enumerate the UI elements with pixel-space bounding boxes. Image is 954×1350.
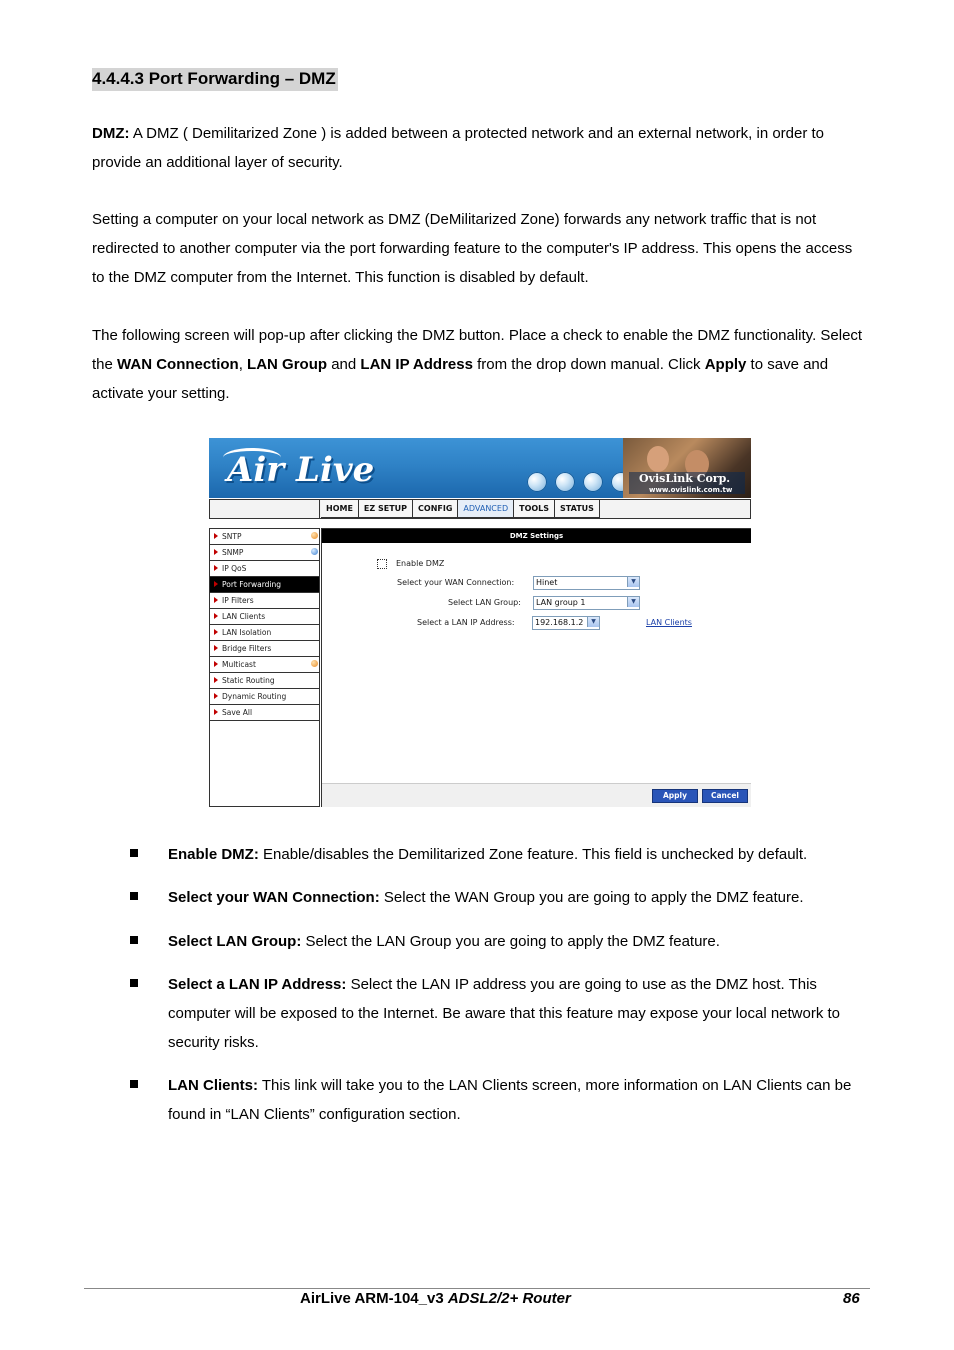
sidebar-item-label: LAN Isolation	[222, 628, 272, 637]
instr-apply: Apply	[704, 356, 747, 373]
sidebar-item-label: IP Filters	[222, 596, 254, 605]
sidebar-item-snmp[interactable]	[210, 545, 319, 561]
sidebar-item-label: IP QoS	[222, 564, 247, 573]
router-screenshot	[209, 438, 751, 807]
sidebar-item-ip-qos[interactable]	[210, 561, 319, 577]
sidebar-menu	[209, 528, 320, 807]
sidebar-item-dynamic-routing[interactable]	[210, 689, 319, 705]
chevron-down-icon: ▼	[627, 577, 639, 587]
instr-wan-connection: WAN Connection	[117, 356, 239, 373]
sidebar-item-lan-clients[interactable]	[210, 609, 319, 625]
bullet-square-icon	[130, 936, 138, 944]
person-photo	[647, 446, 669, 472]
instr-text: from the drop down manual. Click	[472, 356, 705, 373]
lan-group-select[interactable]	[533, 596, 640, 610]
lan-ip-select[interactable]	[532, 616, 600, 630]
tab-config[interactable]: CONFIG	[413, 500, 458, 518]
enable-dmz-checkbox[interactable]	[377, 559, 387, 569]
tab-tools[interactable]: TOOLS	[514, 500, 555, 518]
globe-icon	[583, 472, 603, 492]
arrow-right-icon	[214, 581, 218, 587]
footer-product-type: ADSL2/2+ Router	[447, 1290, 571, 1307]
dmz-term: DMZ:	[92, 125, 130, 142]
lan-clients-link[interactable]: LAN Clients	[646, 618, 692, 627]
banner-photo	[623, 438, 751, 498]
footer-divider	[84, 1288, 870, 1289]
bullet-term: LAN Clients:	[168, 1077, 258, 1094]
sidebar-item-sntp[interactable]	[210, 528, 319, 545]
bullet-text: Select the WAN Group you are going to apply the DMZ feature.	[379, 889, 804, 906]
sidebar-item-label: Multicast	[222, 660, 256, 669]
sidebar-item-ip-filters[interactable]	[210, 593, 319, 609]
cancel-button[interactable]: Cancel	[702, 789, 748, 803]
sidebar-item-label: Port Forwarding	[222, 580, 282, 589]
sidebar-item-multicast[interactable]	[210, 657, 319, 673]
arrow-right-icon	[214, 549, 218, 555]
bullet-text: Select the LAN IP address you are going to use as the DMZ host. This computer will be exposed to the Internet. Be aware that this feature may expose your local network to security risks.	[168, 976, 841, 1051]
footer-product	[300, 1290, 571, 1307]
tab-status[interactable]: STATUS	[555, 500, 600, 518]
sidebar-item-label: Bridge Filters	[222, 644, 272, 653]
wan-connection-label: Select your WAN Connection:	[397, 578, 515, 587]
instr-lan-group: LAN Group	[247, 356, 328, 373]
arrow-right-icon	[214, 597, 218, 603]
sidebar-item-label: SNTP	[222, 532, 242, 541]
status-dot-icon	[311, 532, 318, 539]
sidebar-item-lan-isolation[interactable]	[210, 625, 319, 641]
bullet-text: Select the LAN Group you are going to apply the DMZ feature.	[301, 933, 720, 950]
arrow-right-icon	[214, 677, 218, 683]
list-item-text	[168, 1071, 868, 1129]
instr-text: The following screen will pop-up after clicking the DMZ button. Place a check to enable the DMZ functionality. Select the	[92, 327, 863, 373]
arrow-right-icon	[214, 661, 218, 667]
status-dot-icon	[311, 660, 318, 667]
wan-connection-value: Hinet	[536, 578, 558, 587]
nav-items	[321, 500, 600, 518]
bullet-term: Select a LAN IP Address:	[168, 976, 347, 993]
bullet-term: Select your WAN Connection:	[168, 889, 380, 906]
list-item-text	[168, 840, 868, 869]
nav-spacer	[210, 500, 320, 518]
footer-product-name: AirLive ARM-104_v3	[300, 1290, 448, 1307]
sidebar-item-static-routing[interactable]	[210, 673, 319, 689]
arrow-right-icon	[214, 693, 218, 699]
lan-ip-label: Select a LAN IP Address:	[417, 618, 515, 627]
apply-button[interactable]: Apply	[652, 789, 698, 803]
tab-advanced[interactable]: ADVANCED	[458, 500, 514, 518]
bullet-square-icon	[130, 979, 138, 987]
sidebar-item-label: SNMP	[222, 548, 244, 557]
airlive-logo: Air Live	[227, 450, 375, 490]
bullet-square-icon	[130, 1080, 138, 1088]
sidebar-item-save-all[interactable]	[210, 705, 319, 721]
panel-title: DMZ Settings	[322, 529, 751, 543]
section-title: 4.4.4.3 Port Forwarding – DMZ	[92, 68, 338, 91]
globe-icon	[555, 472, 575, 492]
dmz-explanation: Setting a computer on your local network as DMZ (DeMilitarized Zone) forwards any network traffic that is not redirected to another computer via the port forwarding feature to the computer's IP address. This opens the access to the DMZ computer from the Internet. This function is disabled by default.	[92, 211, 853, 286]
bullet-text: Enable/disables the Demilitarized Zone feature. This field is unchecked by default.	[258, 846, 808, 863]
arrow-right-icon	[214, 709, 218, 715]
bullet-square-icon	[130, 849, 138, 857]
list-item-text	[168, 970, 868, 1057]
bullet-term: Enable DMZ:	[168, 846, 259, 863]
instr-text: to save and activate your setting.	[92, 356, 829, 402]
sidebar-item-label: Save All	[222, 708, 253, 717]
bullet-text: This link will take you to the LAN Clients screen, more information on LAN Clients can be found in “LAN Clients” configuration section.	[168, 1077, 852, 1123]
chevron-down-icon: ▼	[587, 617, 599, 627]
sidebar-item-label: Dynamic Routing	[222, 692, 287, 701]
arrow-right-icon	[214, 565, 218, 571]
dmz-definition	[92, 119, 864, 177]
globe-icons	[527, 472, 631, 492]
enable-dmz-label: Enable DMZ	[396, 559, 445, 568]
status-dot-icon	[311, 548, 318, 555]
chevron-down-icon: ▼	[627, 597, 639, 607]
sidebar-item-label: Static Routing	[222, 676, 275, 685]
tab-home[interactable]: HOME	[321, 500, 359, 518]
dmz-settings-panel	[321, 528, 751, 807]
vendor-name: OvisLink Corp.	[639, 472, 731, 485]
instr-text: and	[327, 356, 361, 373]
sidebar-item-bridge-filters[interactable]	[210, 641, 319, 657]
wan-connection-select[interactable]	[533, 576, 640, 590]
globe-icon	[527, 472, 547, 492]
list-item-text	[168, 927, 868, 956]
sidebar-item-port-forwarding[interactable]	[210, 577, 319, 593]
top-nav	[209, 499, 751, 519]
arrow-right-icon	[214, 645, 218, 651]
lan-group-label: Select LAN Group:	[448, 598, 521, 607]
instr-lan-ip: LAN IP Address	[360, 356, 473, 373]
arrow-right-icon	[214, 533, 218, 539]
instr-text: ,	[238, 356, 248, 373]
router-banner	[209, 438, 751, 498]
bullet-term: Select LAN Group:	[168, 933, 302, 950]
lan-ip-value: 192.168.1.2	[535, 618, 584, 627]
tab-ez-setup[interactable]: EZ SETUP	[359, 500, 413, 518]
sidebar-item-label: LAN Clients	[222, 612, 266, 621]
vendor-url: www.ovislink.com.tw	[649, 486, 733, 494]
dmz-instructions	[92, 321, 864, 408]
arrow-right-icon	[214, 613, 218, 619]
dmz-definition-text: A DMZ ( Demilitarized Zone ) is added between a protected network and an external network, in order to provide an additional layer of security.	[92, 125, 825, 171]
arrow-right-icon	[214, 629, 218, 635]
lan-group-value: LAN group 1	[536, 598, 586, 607]
page-number: 86	[843, 1290, 860, 1307]
bullet-square-icon	[130, 892, 138, 900]
list-item-text	[168, 883, 868, 912]
